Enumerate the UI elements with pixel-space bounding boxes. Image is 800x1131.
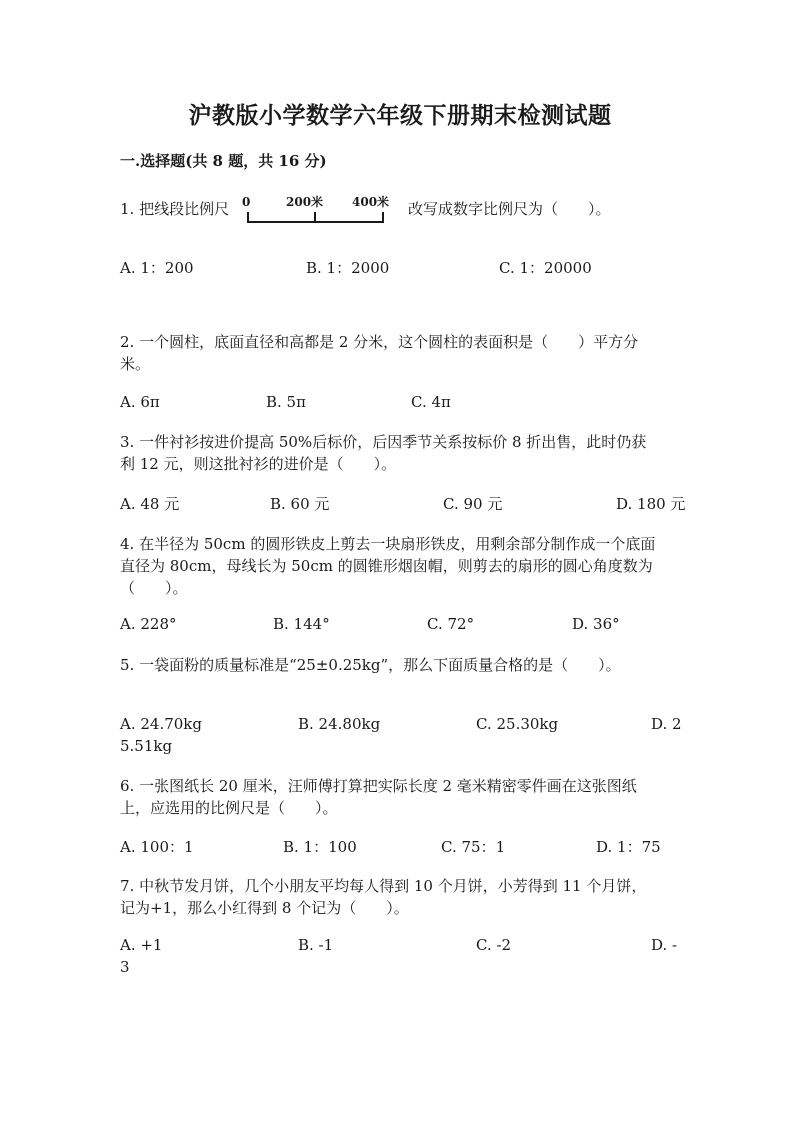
q3-option-d: D. 180 元 <box>616 495 686 513</box>
q3-line-1: 3. 一件衬衫按进价提高 50%后标价，后因季节关系按标价 8 折出售，此时仍获 <box>120 433 647 451</box>
q7-line-2: 记为+1，那么小红得到 8 个记为（ ）。 <box>120 899 409 917</box>
q5-option-a: A. 24.70kg <box>120 715 203 733</box>
q6-option-d: D. 1：75 <box>596 838 661 856</box>
q6-line-1: 6. 一张图纸长 20 厘米，汪师傅打算把实际长度 2 毫米精密零件画在这张图纸 <box>120 777 637 795</box>
q5-option-b: B. 24.80kg <box>298 715 381 733</box>
q3-line-2: 利 12 元，则这批衬衫的进价是（ ）。 <box>120 455 397 473</box>
q5-option-d: D. 2 <box>651 715 682 733</box>
q1-option-c: C. 1：20000 <box>499 259 592 277</box>
q5-option-c: C. 25.30kg <box>476 715 559 733</box>
scale-label-200: 200米 <box>286 195 324 209</box>
q6-option-c: C. 75：1 <box>441 838 506 856</box>
q4-option-b: B. 144° <box>273 615 330 633</box>
line-scale-figure <box>240 194 398 230</box>
scale-label-400: 400米 <box>352 195 390 209</box>
q7-option-c: C. -2 <box>476 936 512 954</box>
q7-option-a: A. +1 <box>120 936 163 954</box>
q3-option-a: A. 48 元 <box>120 495 180 513</box>
q1-prefix: 1. 把线段比例尺 <box>120 200 230 218</box>
q4-line-3: （ ）。 <box>120 579 188 597</box>
q7-line-1: 7. 中秋节发月饼，几个小朋友平均每人得到 10 个月饼，小芳得到 11 个月饼， <box>120 877 647 895</box>
exam-title: 沪教版小学数学六年级下册期末检测试题 <box>188 102 612 129</box>
q1-option-a: A. 1：200 <box>120 259 194 277</box>
q5-line-1: 5. 一袋面粉的质量标准是“25±0.25kg”，那么下面质量合格的是（ ）。 <box>120 656 621 674</box>
q1-suffix: 改写成数字比例尺为（ ）。 <box>408 200 611 218</box>
q6-line-2: 上，应选用的比例尺是（ ）。 <box>120 799 338 817</box>
q1-option-b: B. 1：2000 <box>306 259 390 277</box>
q6-option-a: A. 100：1 <box>120 838 194 856</box>
q4-option-c: C. 72° <box>427 615 475 633</box>
q7-option-b: B. -1 <box>298 936 334 954</box>
q2-option-a: A. 6π <box>120 393 160 411</box>
q2-line-2: 米。 <box>120 355 151 373</box>
q7-option-d-wrap: 3 <box>120 958 130 976</box>
section-heading: 一.选择题(共 8 题，共 16 分) <box>120 152 327 170</box>
q2-option-b: B. 5π <box>266 393 306 411</box>
scale-label-0: 0 <box>242 195 251 209</box>
q2-line-1: 2. 一个圆柱，底面直径和高都是 2 分米，这个圆柱的表面积是（ ）平方分 <box>120 333 639 351</box>
q3-option-c: C. 90 元 <box>443 495 503 513</box>
q7-option-d: D. - <box>651 936 678 954</box>
q2-option-c: C. 4π <box>411 393 451 411</box>
q4-option-d: D. 36° <box>572 615 620 633</box>
q4-line-2: 直径为 80cm，母线长为 50cm 的圆锥形烟囱帽，则剪去的扇形的圆心角度数为 <box>120 557 653 575</box>
q4-line-1: 4. 在半径为 50cm 的圆形铁皮上剪去一块扇形铁皮，用剩余部分制作成一个底面 <box>120 535 656 553</box>
q4-option-a: A. 228° <box>120 615 177 633</box>
q3-option-b: B. 60 元 <box>270 495 330 513</box>
q5-option-d-wrap: 5.51kg <box>120 737 173 755</box>
q6-option-b: B. 1：100 <box>283 838 357 856</box>
